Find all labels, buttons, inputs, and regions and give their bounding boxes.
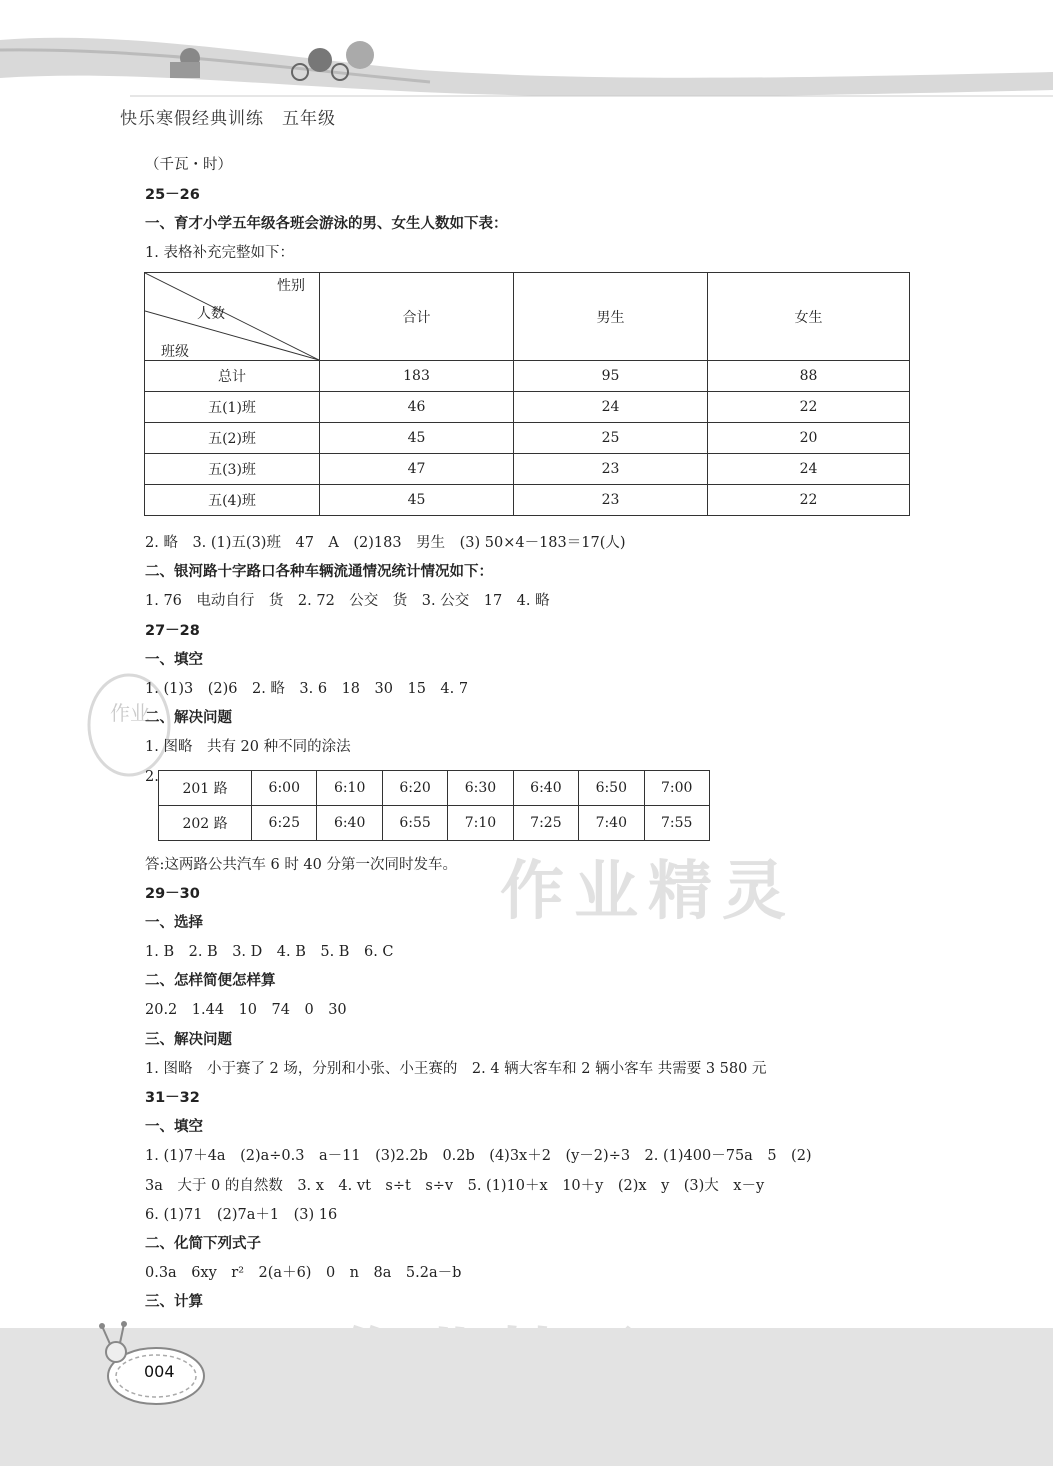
table-cell: 7:40 — [579, 806, 644, 841]
row-label: 五(1)班 — [145, 392, 320, 423]
table-cell: 23 — [514, 485, 708, 516]
header-title: 快乐寒假经典训练 五年级 — [120, 109, 336, 129]
table-cell: 45 — [320, 485, 514, 516]
corner-label-gender: 性别 — [277, 278, 305, 294]
header-illustration — [0, 0, 1053, 110]
table-cell: 6:25 — [252, 806, 317, 841]
table-row — [145, 454, 910, 485]
answer-line: 1. 76 电动自行 货 2. 72 公交 货 3. 公交 17 4. 略 — [145, 593, 550, 609]
table-cell: 6:40 — [317, 806, 382, 841]
watermark: 作业精灵 — [500, 855, 796, 929]
section-heading: 29－30 — [145, 886, 200, 902]
subsection-heading: 二、解决问题 — [145, 710, 232, 726]
table-cell: 88 — [708, 361, 910, 392]
subsection-heading: 二、化简下列式子 — [145, 1236, 261, 1252]
table-cell: 6:20 — [382, 771, 447, 806]
row-label: 总计 — [145, 361, 320, 392]
subsection-heading: 一、选择 — [145, 915, 203, 931]
answer-line: 0.3a 6xy r² 2(a＋6) 0 n 8a 5.2a－b — [145, 1265, 462, 1281]
row-label: 五(3)班 — [145, 454, 320, 485]
table-cell: 24 — [514, 392, 708, 423]
subsection-heading: 二、怎样简便怎样算 — [145, 973, 276, 989]
answer-line: 2. 略 3. (1)五(3)班 47 A (2)183 男生 (3) 50×4－183＝17(人) — [145, 535, 626, 551]
table-cell: 7:00 — [644, 771, 710, 806]
snail-page-badge — [92, 1318, 212, 1408]
section-heading: 25－26 — [145, 187, 200, 203]
column-header: 男生 — [514, 273, 708, 361]
table-row — [145, 392, 910, 423]
corner-label-count: 人数 — [197, 306, 225, 322]
table-row — [159, 806, 710, 841]
table-corner — [145, 273, 320, 361]
row-label: 五(2)班 — [145, 423, 320, 454]
table-row — [145, 485, 910, 516]
table-cell: 47 — [320, 454, 514, 485]
subsection-heading: 一、填空 — [145, 1119, 203, 1135]
answer-line: 6. (1)71 (2)7a＋1 (3) 16 — [145, 1207, 338, 1223]
table-cell: 7:10 — [448, 806, 513, 841]
unit-line: （千瓦・时） — [145, 157, 232, 173]
table-cell: 23 — [514, 454, 708, 485]
subsection-heading: 一、填空 — [145, 652, 203, 668]
table-cell: 20 — [708, 423, 910, 454]
table-cell: 6:55 — [382, 806, 447, 841]
table-cell: 7:55 — [644, 806, 710, 841]
answer-line: 答:这两路公共汽车 6 时 40 分第一次同时发车。 — [145, 857, 457, 873]
table-cell: 95 — [514, 361, 708, 392]
table-cell: 24 — [708, 454, 910, 485]
answer-line: 1. 图略 共有 20 种不同的涂法 — [145, 739, 351, 755]
table-cell: 183 — [320, 361, 514, 392]
corner-label-class: 班级 — [161, 344, 189, 360]
column-header: 合计 — [320, 273, 514, 361]
table-row — [159, 771, 710, 806]
row-label: 202 路 — [159, 806, 252, 841]
row-label: 五(4)班 — [145, 485, 320, 516]
question-title: 一、育才小学五年级各班会游泳的男、女生人数如下表： — [145, 216, 508, 232]
section-heading: 31－32 — [145, 1090, 200, 1106]
answer-line: 3a 大于 0 的自然数 3. x 4. vt s÷t s÷v 5. (1)10＋x 10＋y (2)x y (3)大 x－y — [145, 1178, 765, 1194]
answer-line: 1. 图略 小于赛了 2 场，分别和小张、小王赛的 2. 4 辆大客车和 2 辆小客车 共需要 3 580 元 — [145, 1061, 767, 1077]
table-row — [145, 423, 910, 454]
table-cell: 22 — [708, 485, 910, 516]
question-text: 1. 表格补充完整如下： — [145, 245, 294, 261]
table-row — [145, 361, 910, 392]
table-cell: 6:00 — [252, 771, 317, 806]
table-cell: 6:50 — [579, 771, 644, 806]
subsection-heading: 三、解决问题 — [145, 1032, 232, 1048]
table-cell: 25 — [514, 423, 708, 454]
answer-line: 1. (1)7＋4a (2)a÷0.3 a－11 (3)2.2b 0.2b (4)3x＋2 (y－2)÷3 2. (1)400－75a 5 (2) — [145, 1148, 812, 1164]
table-cell: 6:30 — [448, 771, 513, 806]
table-cell: 22 — [708, 392, 910, 423]
column-header: 女生 — [708, 273, 910, 361]
page-number: 004 — [144, 1362, 175, 1381]
answer-line: 1. B 2. B 3. D 4. B 5. B 6. C — [145, 944, 394, 960]
subsection-heading: 三、计算 — [145, 1294, 203, 1310]
table-cell: 7:25 — [513, 806, 578, 841]
bus-schedule-table — [158, 770, 710, 841]
section-heading: 27－28 — [145, 623, 200, 639]
table-cell: 6:10 — [317, 771, 382, 806]
answer-line: 2. — [145, 769, 159, 785]
swimming-table — [144, 272, 910, 516]
table-cell: 6:40 — [513, 771, 578, 806]
answer-line: 1. (1)3 (2)6 2. 略 3. 6 18 30 15 4. 7 — [145, 681, 469, 697]
row-label: 201 路 — [159, 771, 252, 806]
question-title: 二、银河路十字路口各种车辆流通情况统计情况如下： — [145, 564, 493, 580]
table-cell: 45 — [320, 423, 514, 454]
table-cell: 46 — [320, 392, 514, 423]
stamp-text: 作业 — [110, 701, 150, 725]
answer-line: 20.2 1.44 10 74 0 30 — [145, 1002, 347, 1018]
